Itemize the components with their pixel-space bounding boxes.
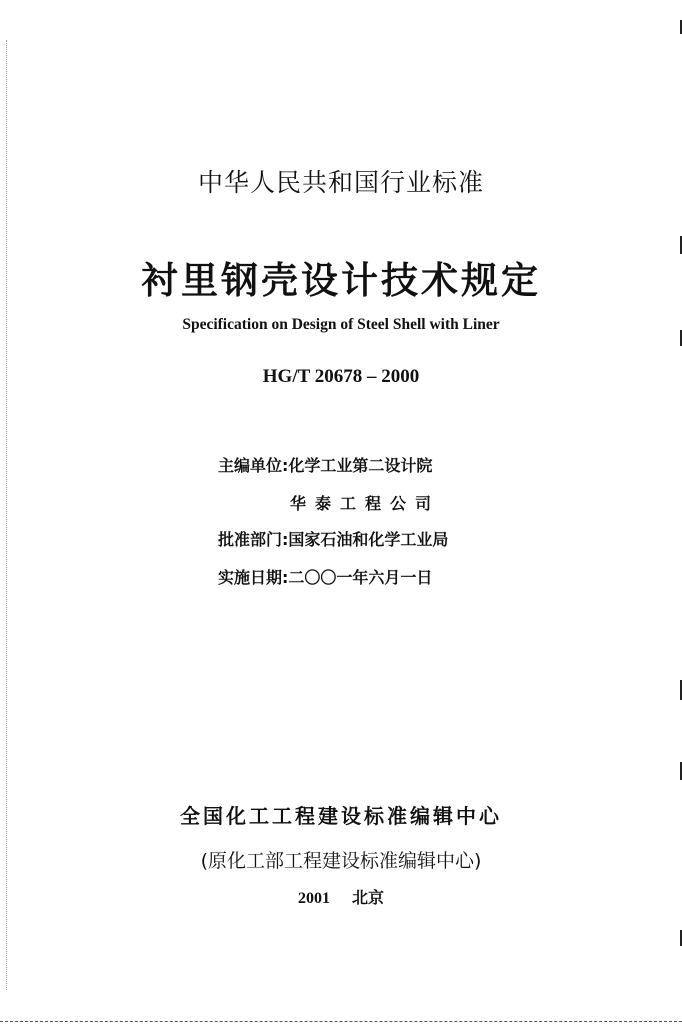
publisher-name: 全国化工工程建设标准编辑中心 [180,804,502,828]
title-english: Specification on Design of Steel Shell with Liner [182,316,500,333]
industry-standard-heading: 中华人民共和国行业标准 [197,168,484,197]
publisher-former-name: (原化工部工程建设标准编辑中心) [200,850,482,872]
chief-editor-units: 主编单位:化学工业第二设计院 [218,456,433,475]
scan-edge-bottom [0,1021,682,1022]
title-chinese: 衬里钢壳设计技术规定 [141,259,541,302]
approving-department: 批准部门:国家石油和化学工业局 [218,530,449,549]
chief-editor-units-2: 华泰工程公司 [290,494,441,513]
effective-date: 实施日期:二〇〇一年六月一日 [218,568,433,587]
publication-info [0,885,682,908]
publication-city: 北京 [351,890,384,907]
publication-year: 2001 [297,890,330,907]
standard-code: HG/T 20678 – 2000 [262,366,420,387]
